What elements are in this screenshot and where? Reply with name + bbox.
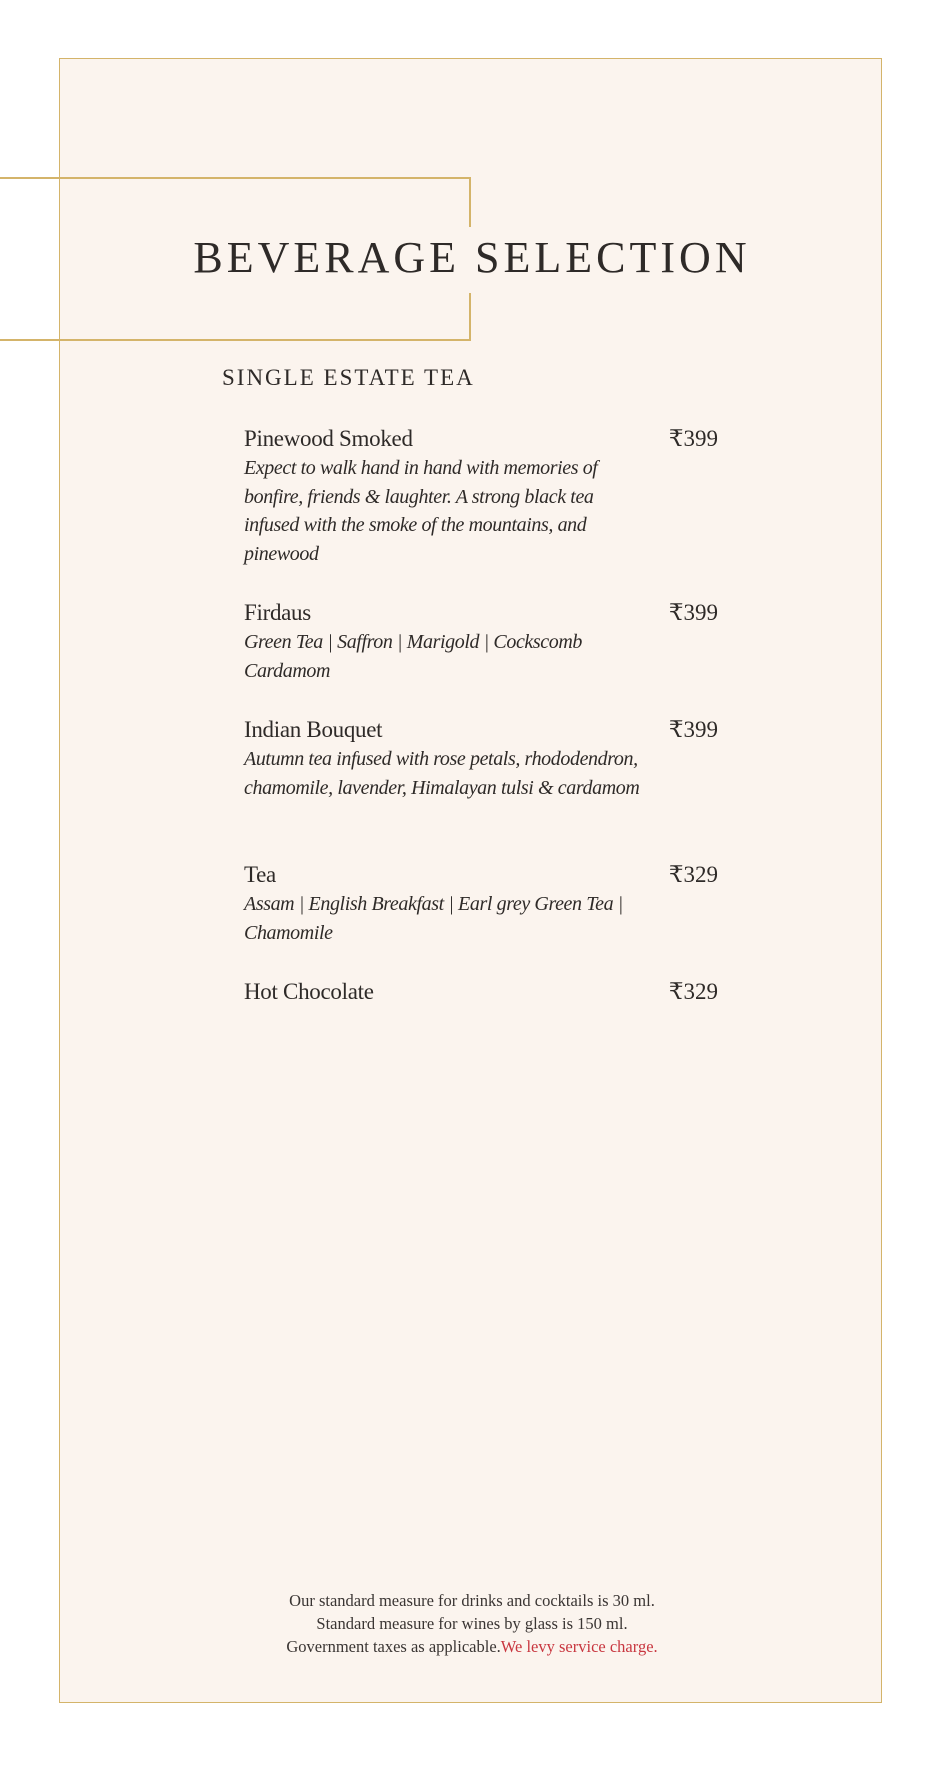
menu-item [244, 977, 724, 1007]
item-name: Pinewood Smoked [244, 426, 413, 451]
menu-item [244, 424, 724, 568]
item-price: ₹399 [668, 426, 718, 451]
menu-item [244, 860, 724, 947]
item-price: ₹329 [668, 862, 718, 887]
title-bracket-top [0, 177, 471, 179]
item-price: ₹329 [668, 979, 718, 1004]
item-price: ₹399 [668, 717, 718, 742]
page-title: BEVERAGE SELECTION [193, 233, 751, 282]
title-bracket-right-lower [469, 293, 471, 341]
tax-note: Government taxes as applicable. [286, 1637, 501, 1656]
menu-item [244, 715, 724, 802]
section-heading: SINGLE ESTATE TEA [222, 365, 475, 390]
item-name: Firdaus [244, 600, 311, 625]
item-name: Indian Bouquet [244, 717, 383, 742]
menu-item [244, 598, 724, 685]
item-description: Assam | English Breakfast | Earl grey Green Tea | Chamomile [244, 893, 623, 944]
item-name: Hot Chocolate [244, 979, 374, 1004]
footer-line: Standard measure for wines by glass is 150 ml. [316, 1614, 628, 1633]
item-description: Expect to walk hand in hand with memories of bonfire, friends & laughter. A strong black tea infused with the smoke of the mountains, and pinewood [244, 457, 598, 565]
item-price: ₹399 [668, 600, 718, 625]
service-charge-note: We levy service charge. [500, 1637, 658, 1656]
footer-line [0, 1635, 944, 1658]
title-bracket-bottom [0, 339, 471, 341]
footer-notes [0, 1589, 944, 1658]
item-description: Autumn tea infused with rose petals, rhododendron, chamomile, lavender, Himalayan tulsi & cardamom [244, 748, 640, 799]
title-bracket-right-upper [469, 177, 471, 227]
footer-line: Our standard measure for drinks and cocktails is 30 ml. [289, 1591, 655, 1610]
item-description: Green Tea | Saffron | Marigold | Cockscomb Cardamom [244, 631, 583, 682]
item-name: Tea [244, 862, 276, 887]
